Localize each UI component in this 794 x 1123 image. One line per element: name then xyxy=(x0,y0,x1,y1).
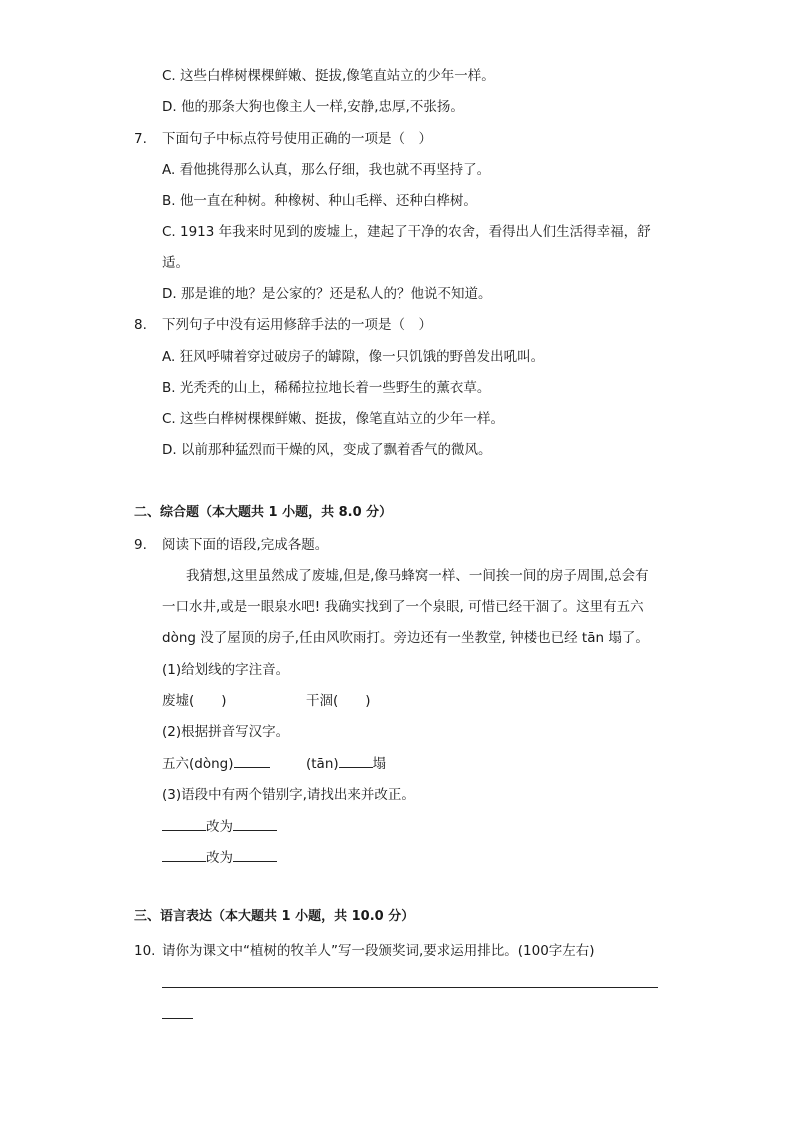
q7-stem: 下面句子中标点符号使用正确的一项是（ ） xyxy=(162,131,432,147)
answer-blank[interactable] xyxy=(233,847,277,862)
q6-option-c: C. 这些白桦树棵棵鲜嫩、挺拔,像笔直站立的少年一样。 xyxy=(162,68,495,84)
q8-option-b: B. 光秃秃的山上，稀稀拉拉地长着一些野生的薰衣草。 xyxy=(162,380,491,396)
q9-pinyin-item2 xyxy=(306,753,386,774)
q9-fix-row1 xyxy=(162,816,277,837)
q9-sub1: (1)给划线的字注音。 xyxy=(162,662,290,678)
answer-blank[interactable] xyxy=(233,816,277,831)
q9-sub3: (3)语段中有两个错别字,请找出来并改正。 xyxy=(162,787,415,803)
q9-pinyin-tan-char: 塌 xyxy=(372,756,387,772)
fix-label: 改为 xyxy=(206,850,233,866)
q9-pinyin-tan-label: (tān) xyxy=(306,756,339,772)
q8-option-c: C. 这些白桦树棵棵鲜嫩、挺拔，像笔直站立的少年一样。 xyxy=(162,411,505,427)
q9-sub2: (2)根据拼音写汉字。 xyxy=(162,724,290,740)
answer-line-end[interactable] xyxy=(162,1018,193,1019)
answer-blank[interactable] xyxy=(162,847,206,862)
q6-option-d: D. 他的那条大狗也像主人一样,安静,忠厚,不张扬。 xyxy=(162,99,464,115)
q9-pinyin-item1 xyxy=(162,753,270,774)
q10-number: 10. xyxy=(134,943,156,959)
q7-option-c-line2: 适。 xyxy=(162,255,189,271)
section-2-title: 二、综合题（本大题共 1 小题，共 8.0 分） xyxy=(134,505,393,520)
q9-stem: 阅读下面的语段,完成各题。 xyxy=(162,537,329,553)
q9-fix-row2 xyxy=(162,847,277,868)
q8-number: 8. xyxy=(134,317,147,333)
q9-passage-line1: 我猜想,这里虽然成了废墟,但是,像马蜂窝一样、一间挨一间的房子周围,总会有 xyxy=(186,568,649,584)
answer-blank[interactable] xyxy=(339,753,373,768)
q9-word-feixu: 废墟( ) xyxy=(162,693,227,709)
answer-blank[interactable] xyxy=(162,816,206,831)
q9-passage-line3 xyxy=(162,628,649,648)
q7-option-b: B. 他一直在种树。种橡树、种山毛榉、还种白桦树。 xyxy=(162,193,477,209)
q9-passage-line2: 一口水井,或是一眼泉水吧! 我确实找到了一个泉眼, 可惜已经干涸了。这里有五六 xyxy=(162,599,644,615)
q10-stem: 请你为课文中“植树的牧羊人”写一段颁奖词,要求运用排比。(100字左右) xyxy=(162,943,595,959)
q9-passage-line3-text: dòng 没了屋顶的房子,任由风吹雨打。旁边还有一坐教堂, 钟楼也已经 xyxy=(162,630,582,646)
q9-word-ganhe: 干涸( ) xyxy=(306,693,371,709)
q7-option-d: D. 那是谁的地？是公家的？还是私人的？他说不知道。 xyxy=(162,286,492,302)
q7-number: 7. xyxy=(134,131,147,147)
q8-option-d: D. 以前那种猛烈而干燥的风，变成了飘着香气的微风。 xyxy=(162,442,492,458)
answer-line[interactable] xyxy=(162,987,658,988)
q8-option-a: A. 狂风呼啸着穿过破房子的罅隙，像一只饥饿的野兽发出吼叫。 xyxy=(162,349,545,365)
answer-blank[interactable] xyxy=(234,753,270,768)
q8-stem: 下列句子中没有运用修辞手法的一项是（ ） xyxy=(162,317,432,333)
q9-number: 9. xyxy=(134,537,147,553)
q9-pinyin-dong: 五六(dòng) xyxy=(162,756,234,772)
q7-option-a: A. 看他挑得那么认真，那么仔细，我也就不再坚持了。 xyxy=(162,162,491,178)
q7-option-c-line1: C. 1913 年我来时见到的废墟上，建起了干净的农舍，看得出人们生活得幸福，舒 xyxy=(162,224,651,240)
fix-label: 改为 xyxy=(206,819,233,835)
q9-passage-line3-end: 塌了。 xyxy=(604,630,649,646)
q9-pinyin-tan: tān xyxy=(581,630,605,646)
section-3-title: 三、语言表达（本大题共 1 小题，共 10.0 分） xyxy=(134,909,415,924)
